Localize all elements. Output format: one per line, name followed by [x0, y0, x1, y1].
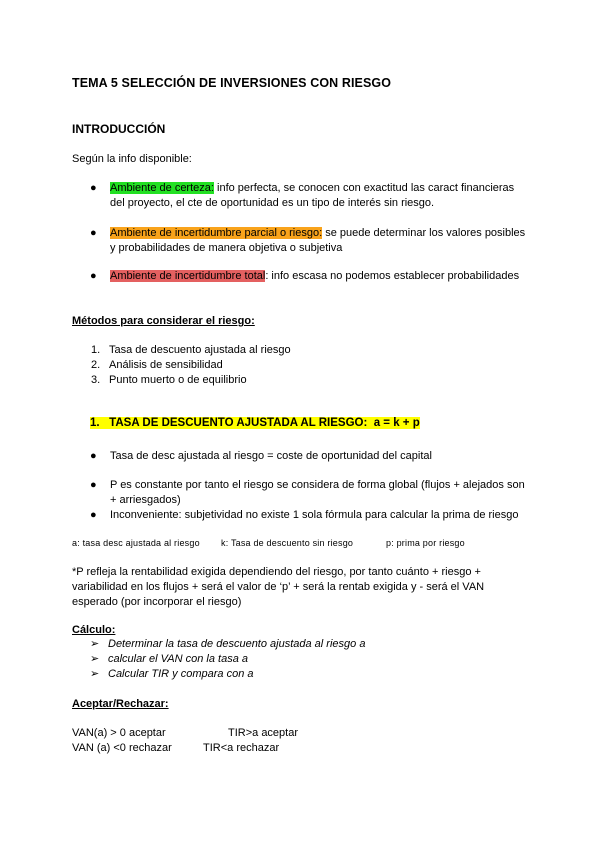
intro-item-riesgo: [90, 226, 550, 256]
methods-item: [91, 358, 223, 373]
intro-item-label: Ambiente de incertidumbre parcial o riesgo:: [110, 227, 323, 239]
methods-item-number: 1.: [91, 344, 101, 356]
intro-item-text: se puede determinar los valores posibles: [322, 227, 526, 239]
risk-note-line: *P refleja la rentabilidad exigida dependiendo del riesgo, por tanto cuánto + riesgo +: [72, 566, 481, 578]
methods-heading: Métodos para considerar el riesgo:: [72, 315, 255, 327]
intro-item-text: : info escasa no podemos establecer probabilidades: [265, 270, 520, 282]
legend-a: a: tasa desc ajustada al riesgo: [72, 538, 200, 548]
calculo-item: [90, 652, 248, 667]
intro-item-text: info perfecta, se conocen con exactitud las caract financieras: [213, 182, 515, 194]
methods-item-number: 2.: [91, 359, 101, 371]
bullet-text: P es constante por tanto el riesgo se considera de forma global (flujos + alejados son: [110, 479, 525, 491]
aceptar-tir-row: TIR>a aceptar: [228, 727, 299, 739]
intro-lead: Según la info disponible:: [72, 153, 192, 165]
intro-item-text-cont: y probabilidades de manera objetiva o subjetiva: [110, 242, 343, 254]
calculo-item: [90, 637, 365, 652]
section-1-bullet: [90, 508, 550, 523]
methods-item-text: Punto muerto o de equilibrio: [109, 374, 247, 386]
methods-item-text: Tasa de descuento ajustada al riesgo: [109, 344, 291, 356]
arrow-icon: ➢: [90, 638, 100, 650]
methods-item-number: 3.: [91, 374, 101, 386]
intro-item-label: Ambiente de incertidumbre total: [110, 270, 266, 282]
calculo-item-text: Calcular TIR y compara con a: [108, 668, 254, 680]
rechazar-van-row: VAN (a) <0 rechazar: [72, 742, 172, 754]
section-1-bullet: [90, 478, 550, 508]
bullet-text: Tasa de desc ajustada al riesgo = coste de oportunidad del capital: [110, 450, 432, 462]
arrow-icon: ➢: [90, 653, 100, 665]
legend-p: p: prima por riesgo: [386, 538, 465, 548]
bullet-icon: ●: [90, 479, 97, 491]
legend-k: k: Tasa de descuento sin riesgo: [221, 538, 354, 548]
bullet-text: Inconveniente: subjetividad no existe 1 sola fórmula para calcular la prima de riesgo: [110, 509, 519, 521]
intro-item-text-cont: del proyecto, el cte de oportunidad es un tipo de interés sin riesgo.: [110, 197, 435, 209]
bullet-text-cont: + arriesgados): [110, 494, 181, 506]
methods-item: [91, 343, 291, 358]
calculo-item: [90, 667, 254, 682]
bullet-icon: ●: [90, 182, 97, 194]
section-1-bullet: [90, 449, 550, 464]
intro-item-certeza: [90, 181, 550, 211]
intro-item-incertidumbre-total: [90, 269, 550, 284]
calculo-heading: Cálculo:: [72, 624, 116, 636]
aceptar-heading: Aceptar/Rechazar:: [72, 698, 169, 710]
section-1-heading: [90, 417, 420, 429]
intro-item-label: Ambiente de certeza:: [110, 182, 214, 194]
methods-item: [91, 373, 247, 388]
bullet-icon: ●: [90, 509, 97, 521]
section-1-heading-text: 1. TASA DE DESCUENTO AJUSTADA AL RIESGO: a = k + p: [90, 417, 420, 429]
intro-heading: INTRODUCCIÓN: [72, 122, 166, 136]
bullet-icon: ●: [90, 270, 97, 282]
methods-item-text: Análisis de sensibilidad: [109, 359, 223, 371]
calculo-item-text: Determinar la tasa de descuento ajustada al riesgo a: [108, 638, 366, 650]
bullet-icon: ●: [90, 450, 97, 462]
risk-note: [72, 565, 542, 610]
bullet-icon: ●: [90, 227, 97, 239]
arrow-icon: ➢: [90, 668, 100, 680]
document-title: TEMA 5 SELECCIÓN DE INVERSIONES CON RIESGO: [72, 76, 392, 90]
aceptar-van-row: VAN(a) > 0 aceptar: [72, 727, 166, 739]
rechazar-tir-row: TIR<a rechazar: [203, 742, 280, 754]
calculo-item-text: calcular el VAN con la tasa a: [108, 653, 249, 665]
risk-note-line: variabilidad en los flujos + será el valor de ‘p’ + será la rentab exigida y - será el VAN: [72, 581, 485, 593]
risk-note-line: esperado (por incorporar el riesgo): [72, 596, 242, 608]
